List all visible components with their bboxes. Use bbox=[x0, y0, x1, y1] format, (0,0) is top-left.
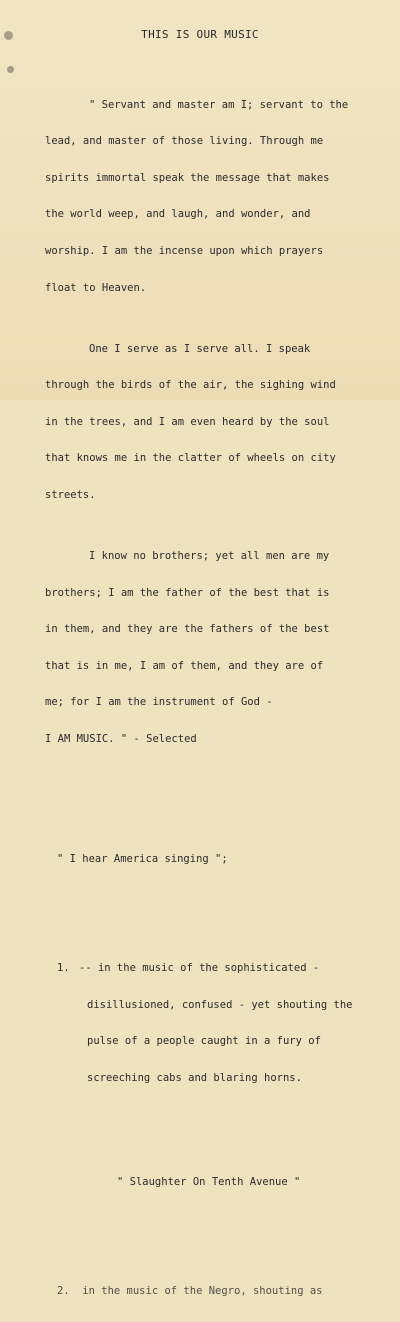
text-line: streets. bbox=[45, 488, 96, 501]
text-line: float to Heaven. bbox=[45, 281, 147, 294]
text-line: 2. in the music of the Negro, shouting as bbox=[57, 1285, 323, 1298]
text-line: me; for I am the instrument of God - bbox=[45, 696, 273, 709]
text-line: I know no brothers; yet all men are my bbox=[89, 549, 330, 562]
quote-title: " Slaughter On Tenth Avenue " bbox=[117, 1175, 301, 1188]
spacer bbox=[59, 782, 395, 804]
text-line: spirits immortal speak the message that makes bbox=[45, 171, 330, 184]
text-line: worship. I am the incense upon which prayers bbox=[45, 244, 324, 257]
text-line: that knows me in the clatter of wheels on city bbox=[45, 452, 336, 465]
text-line: " Servant and master am I; servant to the bbox=[89, 98, 349, 111]
spacer bbox=[59, 1224, 395, 1236]
text-line: in them, and they are the fathers of the best bbox=[45, 623, 330, 636]
text-line: in the trees, and I am even heard by the soul bbox=[45, 415, 330, 428]
text-line: lead, and master of those living. Through me bbox=[45, 135, 324, 148]
text-line: One I serve as I serve all. I speak bbox=[89, 342, 311, 355]
text-line: disillusioned, confused - yet shouting the bbox=[87, 998, 353, 1011]
list-item bbox=[57, 962, 395, 974]
spacer bbox=[59, 1121, 395, 1127]
text-line: that is in me, I am of them, and they are of bbox=[45, 659, 324, 672]
spacer bbox=[59, 901, 395, 913]
item-text: -- in the music of the sophisticated - bbox=[79, 962, 320, 975]
text-line: brothers; I am the father of the best that is bbox=[45, 586, 330, 599]
punch-hole bbox=[7, 66, 14, 73]
item-number: 1. bbox=[57, 962, 70, 975]
text-line: screeching cabs and blaring horns. bbox=[87, 1071, 302, 1084]
document-body bbox=[45, 62, 395, 1322]
text-line: I AM MUSIC. " - Selected bbox=[45, 732, 197, 745]
text-line: pulse of a people caught in a fury of bbox=[87, 1035, 321, 1048]
text-line: the world weep, and laugh, and wonder, and bbox=[45, 208, 311, 221]
section-heading: " I hear America singing "; bbox=[57, 852, 228, 865]
document-title: THIS IS OUR MUSIC bbox=[141, 28, 259, 41]
text-line: through the birds of the air, the sighing wind bbox=[45, 379, 336, 392]
